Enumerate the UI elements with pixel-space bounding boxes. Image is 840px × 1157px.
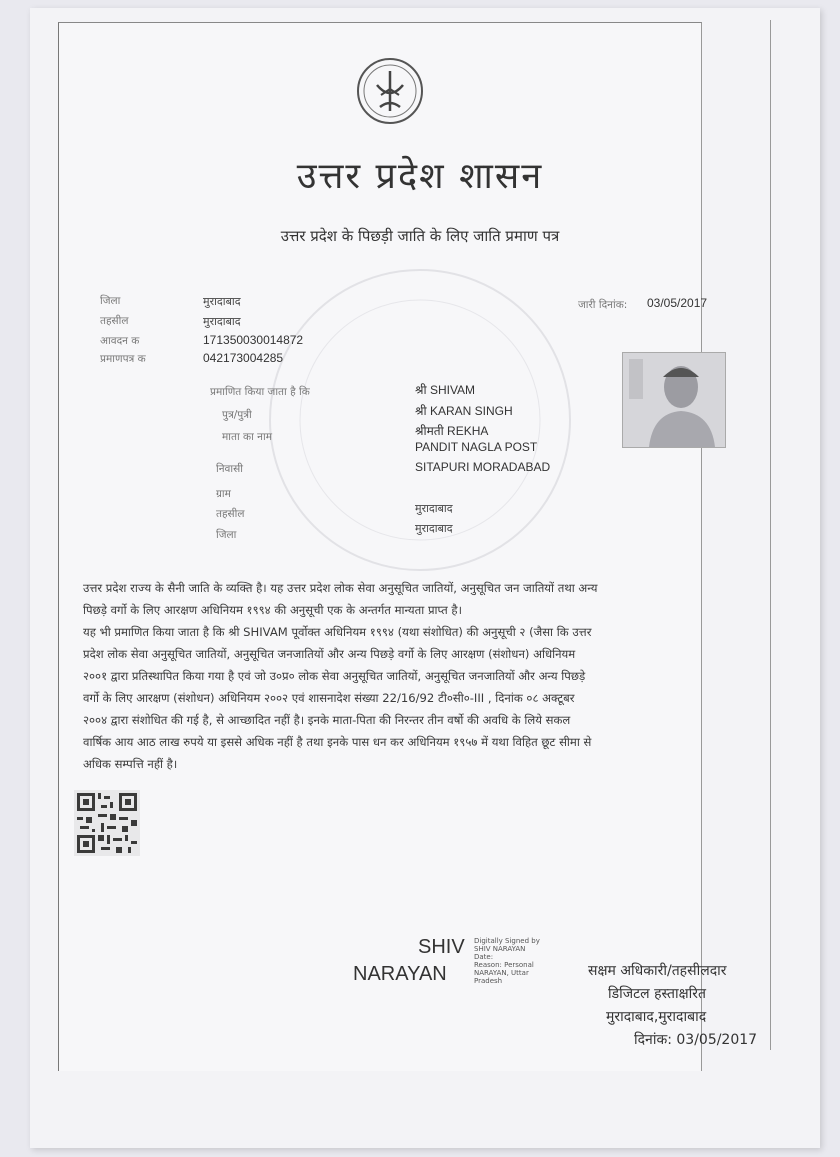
- certificate-number: 042173004285: [203, 351, 284, 365]
- body-line: वार्षिक आय आठ लाख रुपये या इससे अधिक नहीं है तथा इनके पास धन कर अधिनियम १९५७ में यथा विहित छूट सीमा से: [83, 735, 592, 749]
- father-label: पुत्र/पुत्री: [222, 409, 252, 421]
- district-value-2: मुरादाबाद: [415, 522, 453, 535]
- certificate-body: [83, 577, 743, 775]
- body-line: प्रदेश लोक सेवा अनुसूचित जातियों, अनुसूचित जनजातियों और अन्य पिछड़े वर्गो के लिए आरक्षण (संशोधन) अधिनियम: [83, 647, 576, 661]
- body-line: २००१ द्वारा प्रतिस्थापित किया गया है एवं जो उ०प्र० लोक सेवा अनुसूचित जातियों, अनुसूचित जनजातियों और अन्य पिछड़े: [83, 669, 586, 683]
- issue-date-label: जारी दिनांक:: [578, 299, 628, 311]
- certificate-number-label: प्रमाणपत्र क: [100, 353, 146, 365]
- district-value: मुरादाबाद: [203, 295, 241, 308]
- tehsil-value: मुरादाबाद: [203, 315, 241, 328]
- page-title: उत्तर प्रदेश शासन: [296, 156, 544, 197]
- applicant-photo: [622, 352, 726, 448]
- body-line: वर्गो के लिए आरक्षण (संशोधन) अधिनियम २००२ एवं शासनादेश संख्या 22/16/92 टी०सी०-III , दिनांक ०८ अक्टूबर: [83, 691, 575, 705]
- body-line: अधिक सम्पत्ति नहीं है।: [83, 757, 178, 771]
- up-state-emblem-icon: [355, 55, 425, 127]
- address-label: निवासी: [216, 463, 243, 475]
- certificate-subtitle: उत्तर प्रदेश के पिछड़ी जाति के लिए जाति प्रमाण पत्र: [280, 227, 560, 245]
- body-line: यह भी प्रमाणित किया जाता है कि श्री SHIVAM पूर्वोक्त अधिनियम १९९४ (यथा संशोधित) की अनुसूची २ (जैसा कि उत्तर: [83, 625, 592, 639]
- body-line: २००४ द्वारा संशोधित की गई है, से आच्छादित नहीं है। इनके माता-पिता की निरन्तर तीन वर्षो की अवधि के लिये सकल: [83, 713, 571, 727]
- digital-signature-note: Digitally Signed by SHIV NARAYAN Date: Reason: Personal NARAYAN, Uttar Pradesh: [474, 937, 540, 985]
- district-label-2: जिला: [216, 529, 237, 541]
- body-line: पिछड़े वर्गो के लिए आरक्षण अधिनियम १९९४ की अनुसूची एक के अन्तर्गत मान्यता प्राप्त है।: [83, 603, 462, 617]
- authority-date: दिनांक: 03/05/2017: [634, 1032, 758, 1048]
- tehsil-label: तहसील: [100, 315, 129, 327]
- applicant-name: श्री SHIVAM: [415, 383, 476, 397]
- application-number: 171350030014872: [203, 333, 304, 347]
- tehsil-value-2: मुरादाबाद: [415, 502, 453, 515]
- village-label: ग्राम: [216, 488, 231, 500]
- district-label: जिला: [100, 295, 121, 307]
- address-line-1: PANDIT NAGLA POST: [415, 440, 538, 454]
- authority-location: मुरादाबाद,मुरादाबाद: [606, 1009, 707, 1025]
- authority-digital-signed: डिजिटल हस्ताक्षरित: [608, 986, 706, 1002]
- certify-label: प्रमाणित किया जाता है कि: [210, 386, 310, 398]
- father-name: श्री KARAN SINGH: [415, 404, 513, 418]
- mother-label: माता का नाम: [222, 431, 272, 443]
- mother-name: श्रीमती REKHA: [415, 424, 489, 438]
- tehsil-label-2: तहसील: [216, 508, 245, 520]
- signer-name-line-1: SHIV: [418, 936, 465, 958]
- body-line: उत्तर प्रदेश राज्य के सैनी जाति के व्यक्ति है। यह उत्तर प्रदेश लोक सेवा अनुसूचित जातियों, अनुसूचित जन जातियों तथा अन्य: [83, 581, 598, 595]
- qr-code-icon: [74, 790, 140, 856]
- application-label: आवदन क: [100, 335, 140, 347]
- address-line-2: SITAPURI MORADABAD: [415, 460, 551, 474]
- authority-title: सक्षम अधिकारी/तहसीलदार: [588, 963, 727, 979]
- issue-date: 03/05/2017: [647, 296, 708, 310]
- signer-name-line-2: NARAYAN: [353, 963, 447, 985]
